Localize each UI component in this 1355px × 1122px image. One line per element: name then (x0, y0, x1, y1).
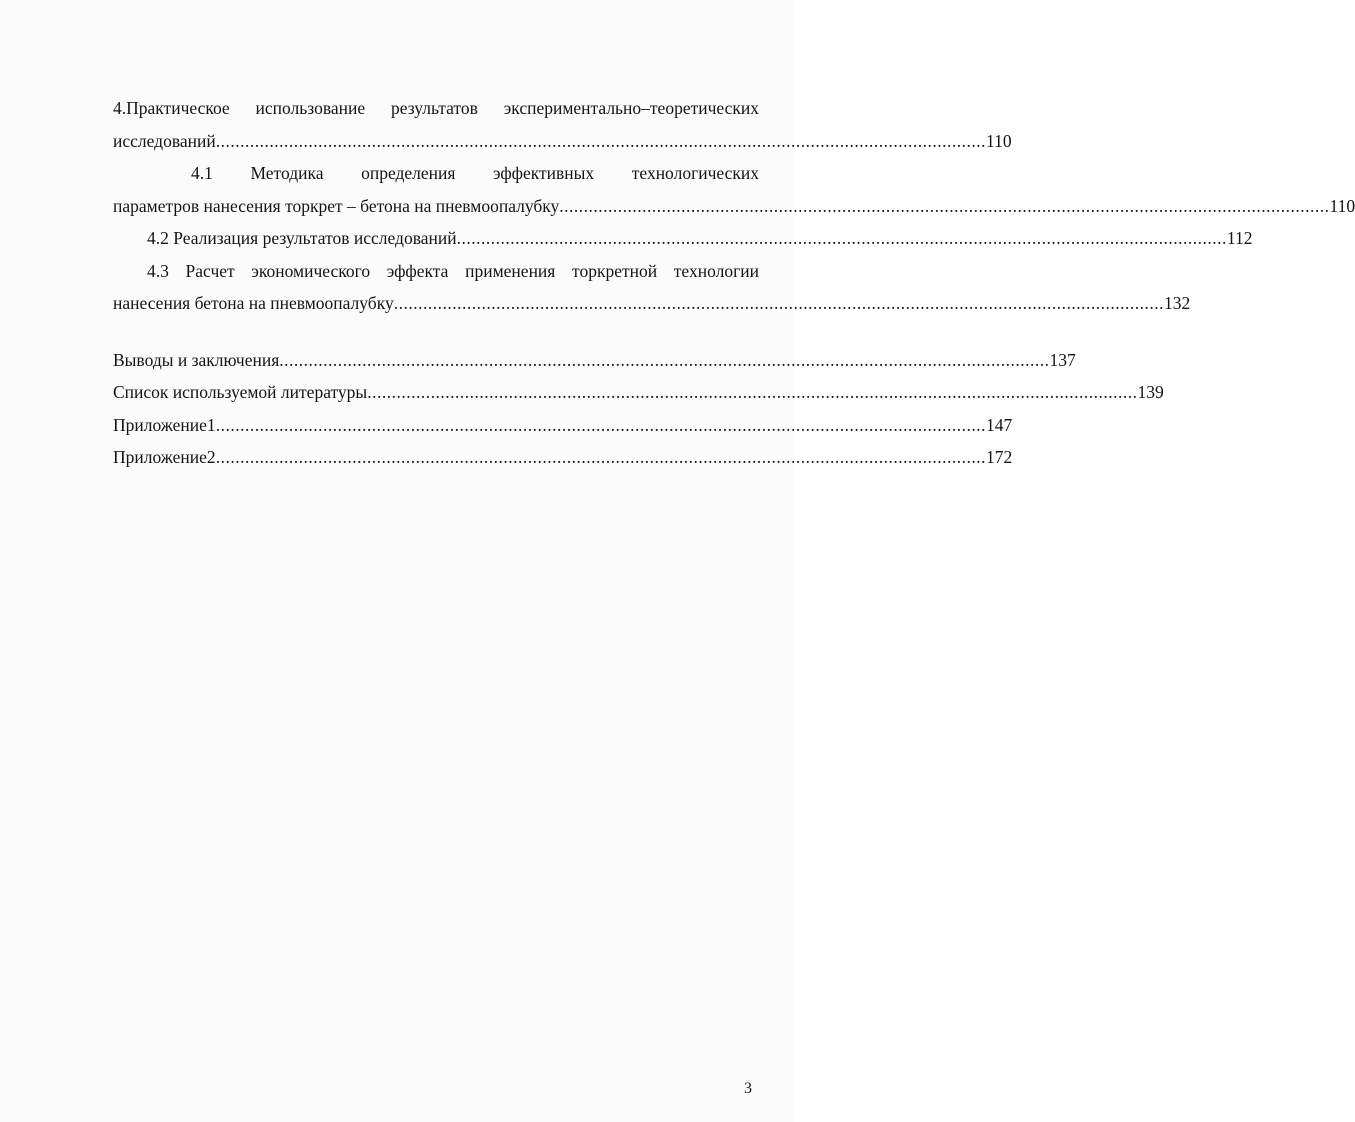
toc-references-page: 139 (1137, 382, 1164, 402)
toc-s43-title-line1: 4.3 Расчет экономического эффекта применения торкретной технологии (147, 260, 759, 281)
toc-references-title: Список используемой литературы (113, 382, 368, 402)
toc-s41-entry (113, 190, 1355, 223)
toc-ch4-title-line2: исследований (113, 130, 216, 151)
toc-appendix2-title: Приложение2 (113, 447, 216, 467)
toc-conclusions-page: 137 (1049, 349, 1076, 370)
dot-leader: .............................................................................................................................................................. (367, 382, 1138, 402)
dot-leader: .............................................................................................................................................................. (215, 414, 986, 435)
dot-leader: .............................................................................................................................................................. (215, 447, 986, 467)
dot-leader: .............................................................................................................................................................. (215, 130, 986, 151)
toc-ch4-title-line1: 4.Практическое использование результатов экспериментально–теоретических (113, 98, 759, 118)
toc-s43-page: 132 (1163, 293, 1191, 313)
toc-ch4-page: 110 (985, 130, 1012, 151)
toc-s43-entry (113, 287, 1191, 320)
toc-conclusions-title: Выводы и заключения (113, 349, 280, 370)
toc-ch4-entry (113, 125, 1012, 158)
toc-appendix1-page: 147 (985, 414, 1013, 435)
toc-s42-entry (113, 222, 1253, 255)
toc-appendix2-page: 172 (985, 447, 1013, 467)
toc-appendix2-entry (113, 441, 1013, 474)
section-gap (113, 320, 759, 344)
toc-s41-title-line2: параметров нанесения торкрет – бетона на пневмоопалубку (113, 195, 560, 216)
toc-s43-title-line2: нанесения бетона на пневмоопалубку (113, 293, 394, 313)
toc-appendix1-title: Приложение1 (113, 414, 216, 435)
dot-leader: .............................................................................................................................................................. (559, 195, 1330, 216)
page-number: 3 (744, 1080, 752, 1097)
toc-s41-page: 110 (1329, 195, 1355, 216)
dot-leader: .............................................................................................................................................................. (456, 228, 1227, 248)
toc-appendix1-entry (113, 409, 1013, 442)
dot-leader: .............................................................................................................................................................. (279, 349, 1050, 370)
dot-leader: .............................................................................................................................................................. (393, 293, 1164, 313)
toc-s42-page: 112 (1226, 228, 1253, 248)
toc-s41-title-line1: 4.1 Методика определения эффективных технологических (191, 163, 759, 183)
toc-references-entry (113, 376, 1164, 409)
toc-s42-title: 4.2 Реализация результатов исследований (147, 228, 457, 248)
table-of-contents (113, 92, 1355, 474)
toc-conclusions-entry (113, 344, 1076, 377)
